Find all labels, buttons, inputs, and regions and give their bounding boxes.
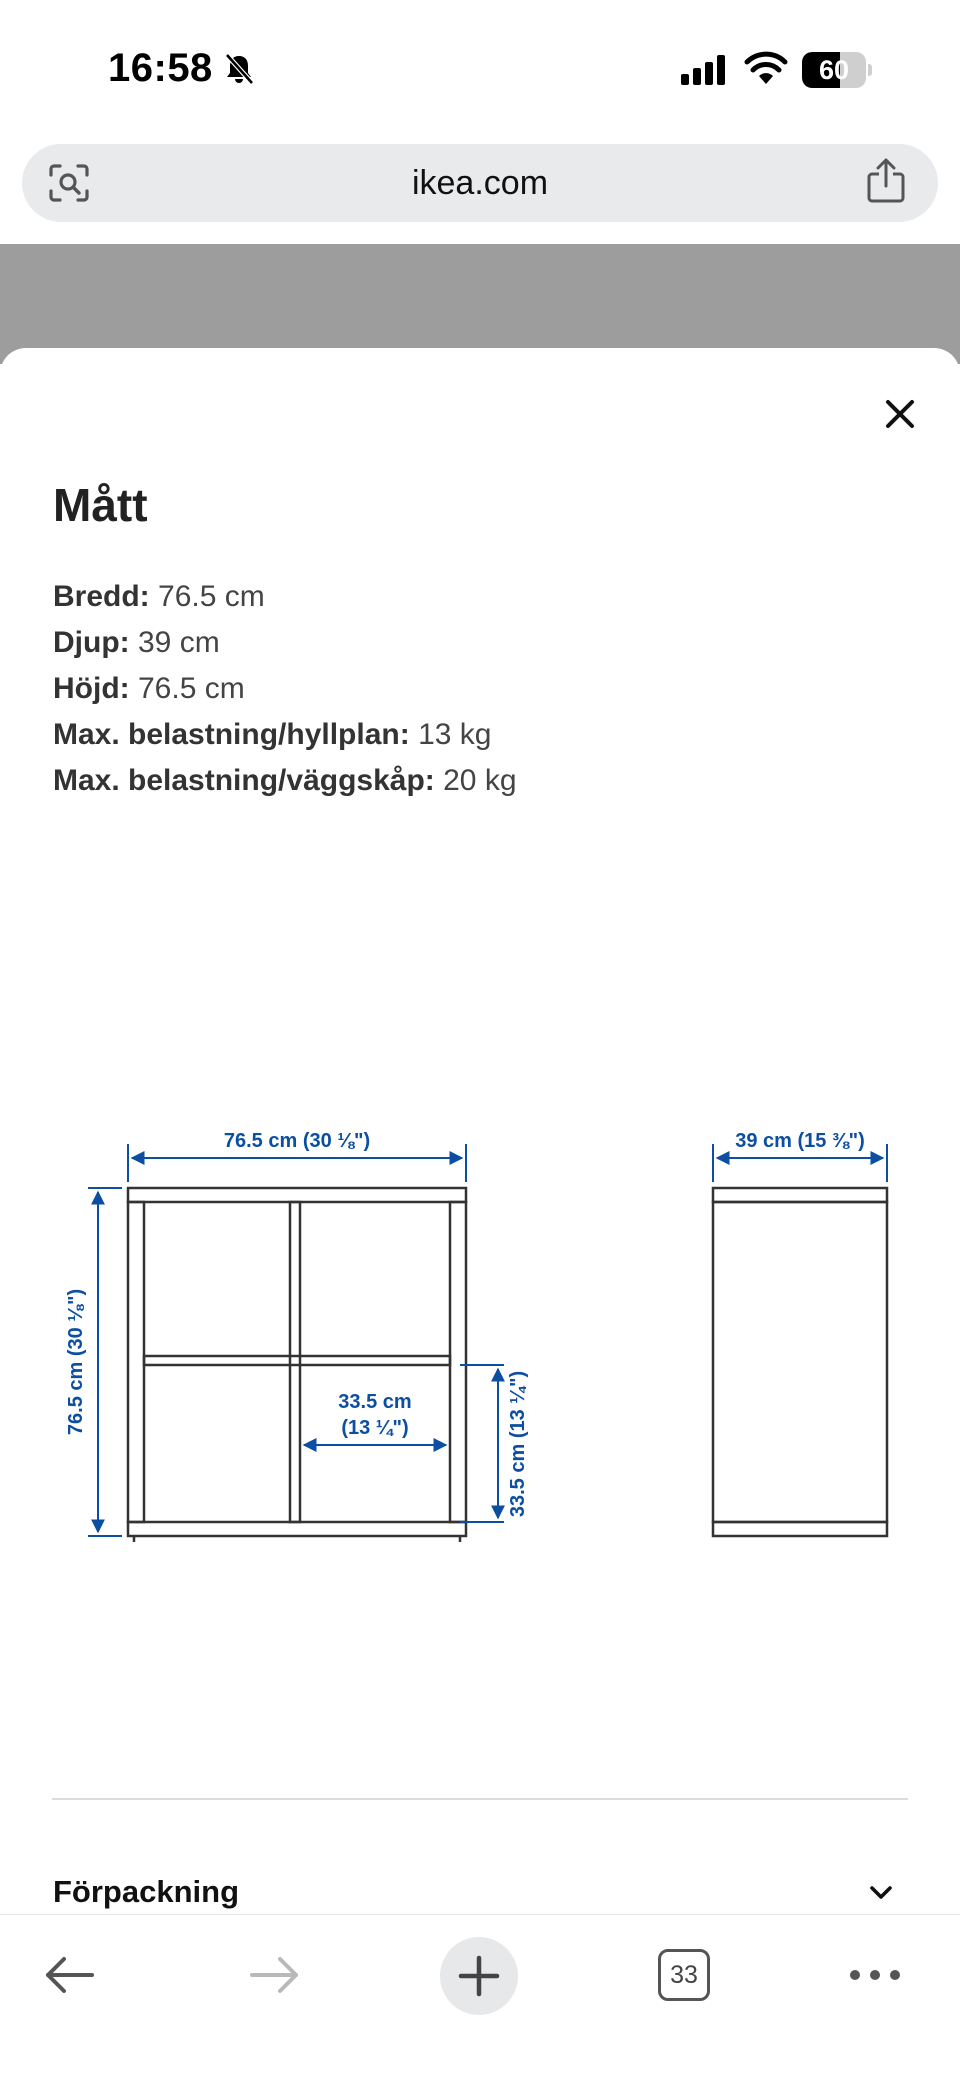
spec-label: Djup: (53, 626, 130, 659)
spec-value: 13 kg (418, 718, 492, 751)
spec-row-height (53, 666, 517, 712)
spec-value: 20 kg (443, 764, 517, 797)
cell-width-label: 33.5 cm (338, 1391, 412, 1413)
spec-row-wall-load (53, 758, 517, 804)
share-icon[interactable] (866, 158, 906, 204)
tabs-icon[interactable]: 33 (658, 1949, 710, 2001)
new-tab-button[interactable] (440, 1937, 518, 2015)
back-arrow-icon[interactable] (40, 1945, 100, 2005)
cellular-signal-icon (680, 54, 728, 86)
close-icon[interactable] (872, 386, 928, 442)
depth-label: 39 cm (15 ⅜") (735, 1130, 865, 1152)
plus-icon (440, 1937, 518, 2015)
chevron-down-icon[interactable] (866, 1878, 896, 1908)
spec-label: Bredd: (53, 580, 150, 613)
front-view (128, 1188, 466, 1542)
spec-value: 76.5 cm (137, 672, 245, 705)
modal-title: Mått (53, 479, 148, 531)
more-icon[interactable] (848, 1963, 902, 1987)
cell-width-label-imperial: (13 ¼") (341, 1417, 409, 1439)
status-bar (0, 0, 960, 140)
spec-row-depth (53, 620, 517, 666)
spec-label: Max. belastning/väggskåp: (53, 764, 435, 797)
status-time: 16:58 (108, 46, 213, 90)
cell-height-label: 33.5 cm (13 ¼") (507, 1370, 529, 1518)
spec-label: Höjd: (53, 672, 130, 705)
section-divider (52, 1798, 908, 1800)
packaging-section-title[interactable]: Förpackning (53, 1874, 240, 1909)
spec-value: 76.5 cm (158, 580, 265, 613)
forward-arrow-icon[interactable] (244, 1945, 304, 2005)
front-width-label: 76.5 cm (30 ⅛") (223, 1130, 371, 1152)
address-bar[interactable] (22, 144, 938, 222)
dimension-drawing (40, 1048, 920, 1568)
spec-list (53, 574, 517, 804)
dimensions-modal (0, 348, 960, 1914)
side-view (713, 1188, 887, 1536)
battery-level: 60 (818, 55, 850, 85)
page-backdrop[interactable] (0, 244, 960, 364)
spec-value: 39 cm (137, 626, 220, 659)
bell-slash-icon (222, 52, 256, 86)
spec-row-shelf-load (53, 712, 517, 758)
front-height-label: 76.5 cm (30 ⅛") (65, 1288, 87, 1436)
spec-row-width (53, 574, 517, 620)
spec-label: Max. belastning/hyllplan: (53, 718, 410, 751)
browser-toolbar (0, 1914, 960, 2086)
url-text: ikea.com (411, 164, 549, 202)
battery-icon (802, 52, 872, 88)
wifi-icon (744, 50, 788, 86)
